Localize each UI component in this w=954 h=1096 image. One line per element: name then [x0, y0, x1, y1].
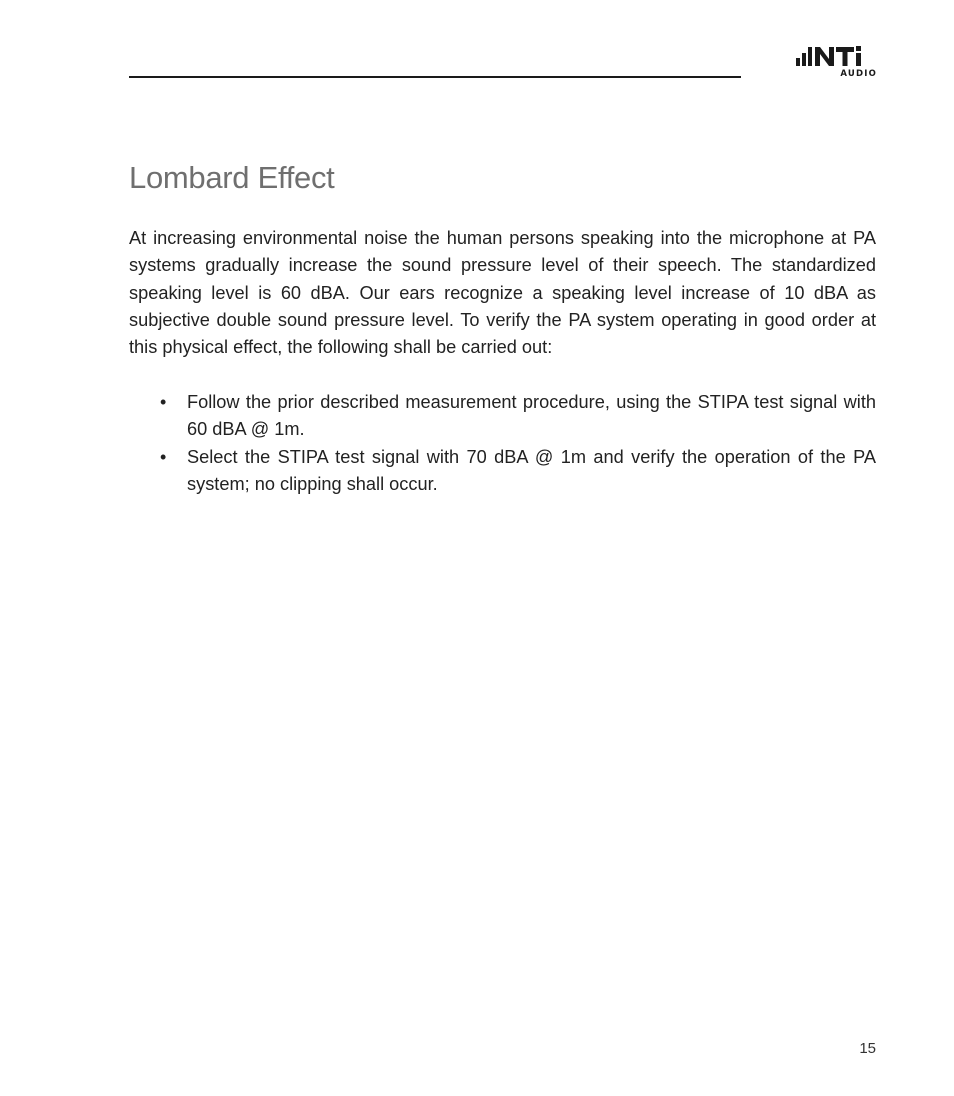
- bullet-marker: •: [160, 392, 167, 412]
- logo-subtitle: AUDIO: [840, 69, 877, 79]
- level-bars-icon: [796, 44, 878, 68]
- list-item: [160, 389, 876, 444]
- bullet-marker: •: [160, 446, 167, 467]
- header-rule: [129, 76, 741, 78]
- list-item-text: Select the STIPA test signal with 70 dBA @ 1m and verify the operation of the PA system; no clipping shall occur.: [187, 446, 876, 494]
- list-item: [160, 444, 876, 499]
- nti-audio-logo: [796, 44, 878, 80]
- bullet-list: [160, 389, 876, 498]
- list-item-text: Follow the prior described measurement procedure, using the STIPA test signal with 60 dBA @ 1m.: [187, 392, 876, 440]
- page-title: Lombard Effect: [129, 160, 335, 195]
- intro-paragraph: At increasing environmental noise the human persons speaking into the microphone at PA systems gradually increase the sound pressure level of their speech. The standardized speaking level is 60 dBA. Our ears recognize a speaking level increase of 10 dBA as subjective double sound pressure level. To verify the PA system operating in good order at this physical effect, the following shall be carried out:: [129, 228, 876, 358]
- page-number: 15: [859, 1040, 876, 1057]
